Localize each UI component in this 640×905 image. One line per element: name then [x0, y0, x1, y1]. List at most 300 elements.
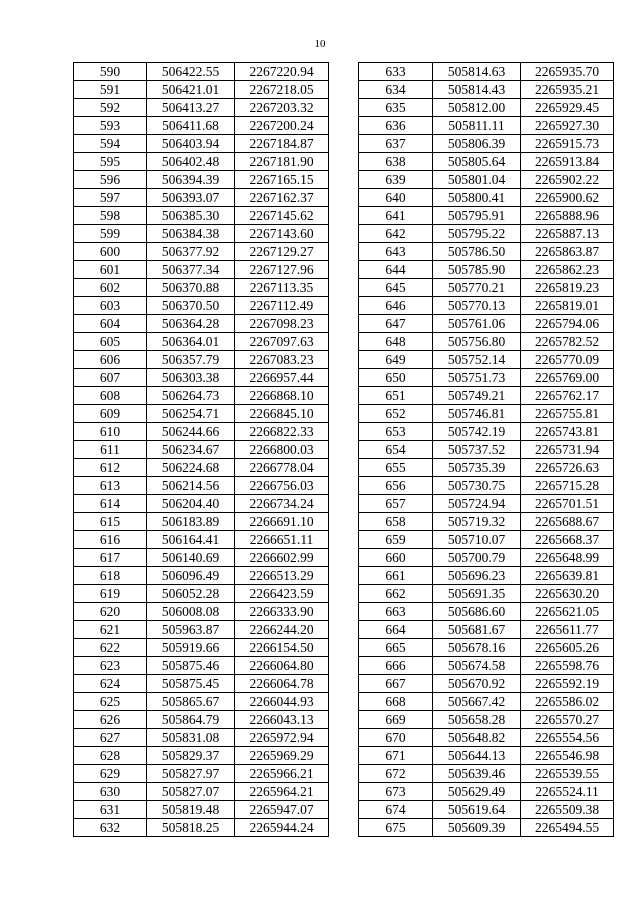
table-row — [359, 801, 614, 819]
x-coordinate-cell: 505829.37 — [147, 747, 235, 765]
table-row — [74, 279, 329, 297]
y-coordinate-cell: 2267113.35 — [235, 279, 329, 297]
x-coordinate-cell: 505639.46 — [433, 765, 521, 783]
y-coordinate-cell: 2265524.11 — [521, 783, 614, 801]
y-coordinate-cell: 2265586.02 — [521, 693, 614, 711]
x-coordinate-cell: 506411.68 — [147, 117, 235, 135]
table-row — [359, 405, 614, 423]
point-number-cell: 604 — [74, 315, 147, 333]
table-row — [359, 369, 614, 387]
point-number-cell: 593 — [74, 117, 147, 135]
x-coordinate-cell: 505875.45 — [147, 675, 235, 693]
point-number-cell: 635 — [359, 99, 433, 117]
table-row — [74, 657, 329, 675]
point-number-cell: 651 — [359, 387, 433, 405]
x-coordinate-cell: 506377.92 — [147, 243, 235, 261]
table-row — [359, 621, 614, 639]
x-coordinate-cell: 505670.92 — [433, 675, 521, 693]
table-row — [74, 405, 329, 423]
x-coordinate-cell: 505761.06 — [433, 315, 521, 333]
point-number-cell: 616 — [74, 531, 147, 549]
y-coordinate-cell: 2267098.23 — [235, 315, 329, 333]
y-coordinate-cell: 2265592.19 — [521, 675, 614, 693]
x-coordinate-cell: 505800.41 — [433, 189, 521, 207]
table-row — [359, 99, 614, 117]
point-number-cell: 649 — [359, 351, 433, 369]
point-number-cell: 638 — [359, 153, 433, 171]
y-coordinate-cell: 2265726.63 — [521, 459, 614, 477]
table-row — [359, 297, 614, 315]
y-coordinate-cell: 2266778.04 — [235, 459, 329, 477]
point-number-cell: 610 — [74, 423, 147, 441]
x-coordinate-cell: 505737.52 — [433, 441, 521, 459]
y-coordinate-cell: 2266513.29 — [235, 567, 329, 585]
table-body — [74, 63, 329, 837]
y-coordinate-cell: 2265862.23 — [521, 261, 614, 279]
x-coordinate-cell: 505719.32 — [433, 513, 521, 531]
y-coordinate-cell: 2266868.10 — [235, 387, 329, 405]
table-row — [74, 351, 329, 369]
table-row — [74, 513, 329, 531]
y-coordinate-cell: 2266822.33 — [235, 423, 329, 441]
y-coordinate-cell: 2266333.90 — [235, 603, 329, 621]
table-row — [359, 747, 614, 765]
table-row — [74, 261, 329, 279]
table-row — [74, 333, 329, 351]
table-row — [359, 135, 614, 153]
table-row — [359, 423, 614, 441]
table-row — [74, 747, 329, 765]
point-number-cell: 646 — [359, 297, 433, 315]
table-row — [74, 207, 329, 225]
point-number-cell: 607 — [74, 369, 147, 387]
point-number-cell: 640 — [359, 189, 433, 207]
table-row — [74, 693, 329, 711]
coordinates-table-left — [73, 62, 329, 837]
point-number-cell: 609 — [74, 405, 147, 423]
table-row — [74, 819, 329, 837]
y-coordinate-cell: 2265935.21 — [521, 81, 614, 99]
y-coordinate-cell: 2265605.26 — [521, 639, 614, 657]
table-row — [359, 279, 614, 297]
point-number-cell: 668 — [359, 693, 433, 711]
point-number-cell: 673 — [359, 783, 433, 801]
point-number-cell: 600 — [74, 243, 147, 261]
x-coordinate-cell: 506140.69 — [147, 549, 235, 567]
table-row — [74, 387, 329, 405]
point-number-cell: 614 — [74, 495, 147, 513]
point-number-cell: 653 — [359, 423, 433, 441]
x-coordinate-cell: 506224.68 — [147, 459, 235, 477]
x-coordinate-cell: 505742.19 — [433, 423, 521, 441]
point-number-cell: 608 — [74, 387, 147, 405]
table-row — [359, 549, 614, 567]
point-number-cell: 605 — [74, 333, 147, 351]
y-coordinate-cell: 2267145.62 — [235, 207, 329, 225]
y-coordinate-cell: 2267097.63 — [235, 333, 329, 351]
point-number-cell: 626 — [74, 711, 147, 729]
x-coordinate-cell: 506052.28 — [147, 585, 235, 603]
point-number-cell: 627 — [74, 729, 147, 747]
x-coordinate-cell: 506370.88 — [147, 279, 235, 297]
x-coordinate-cell: 506183.89 — [147, 513, 235, 531]
table-row — [74, 801, 329, 819]
x-coordinate-cell: 505864.79 — [147, 711, 235, 729]
table-row — [359, 711, 614, 729]
x-coordinate-cell: 505801.04 — [433, 171, 521, 189]
point-number-cell: 618 — [74, 567, 147, 585]
point-number-cell: 657 — [359, 495, 433, 513]
x-coordinate-cell: 505795.22 — [433, 225, 521, 243]
point-number-cell: 641 — [359, 207, 433, 225]
point-number-cell: 636 — [359, 117, 433, 135]
point-number-cell: 655 — [359, 459, 433, 477]
point-number-cell: 658 — [359, 513, 433, 531]
table-row — [74, 315, 329, 333]
table-row — [359, 333, 614, 351]
table-row — [74, 297, 329, 315]
y-coordinate-cell: 2267083.23 — [235, 351, 329, 369]
y-coordinate-cell: 2267203.32 — [235, 99, 329, 117]
table-row — [359, 117, 614, 135]
x-coordinate-cell: 506214.56 — [147, 477, 235, 495]
y-coordinate-cell: 2265743.81 — [521, 423, 614, 441]
x-coordinate-cell: 505752.14 — [433, 351, 521, 369]
y-coordinate-cell: 2265688.67 — [521, 513, 614, 531]
table-row — [74, 135, 329, 153]
y-coordinate-cell: 2266244.20 — [235, 621, 329, 639]
x-coordinate-cell: 505827.97 — [147, 765, 235, 783]
y-coordinate-cell: 2265915.73 — [521, 135, 614, 153]
x-coordinate-cell: 505619.64 — [433, 801, 521, 819]
x-coordinate-cell: 506008.08 — [147, 603, 235, 621]
y-coordinate-cell: 2265935.70 — [521, 63, 614, 81]
y-coordinate-cell: 2265944.24 — [235, 819, 329, 837]
table-row — [74, 459, 329, 477]
table-row — [359, 351, 614, 369]
y-coordinate-cell: 2267129.27 — [235, 243, 329, 261]
x-coordinate-cell: 505648.82 — [433, 729, 521, 747]
x-coordinate-cell: 505730.75 — [433, 477, 521, 495]
x-coordinate-cell: 506234.67 — [147, 441, 235, 459]
point-number-cell: 662 — [359, 585, 433, 603]
x-coordinate-cell: 505700.79 — [433, 549, 521, 567]
x-coordinate-cell: 505806.39 — [433, 135, 521, 153]
x-coordinate-cell: 505831.08 — [147, 729, 235, 747]
table-row — [74, 531, 329, 549]
y-coordinate-cell: 2265570.27 — [521, 711, 614, 729]
table-row — [359, 657, 614, 675]
table-row — [359, 63, 614, 81]
point-number-cell: 659 — [359, 531, 433, 549]
point-number-cell: 597 — [74, 189, 147, 207]
y-coordinate-cell: 2265621.05 — [521, 603, 614, 621]
table-row — [359, 81, 614, 99]
y-coordinate-cell: 2266602.99 — [235, 549, 329, 567]
y-coordinate-cell: 2267200.24 — [235, 117, 329, 135]
point-number-cell: 660 — [359, 549, 433, 567]
y-coordinate-cell: 2265648.99 — [521, 549, 614, 567]
point-number-cell: 596 — [74, 171, 147, 189]
y-coordinate-cell: 2265509.38 — [521, 801, 614, 819]
x-coordinate-cell: 506422.55 — [147, 63, 235, 81]
point-number-cell: 606 — [74, 351, 147, 369]
point-number-cell: 620 — [74, 603, 147, 621]
y-coordinate-cell: 2265639.81 — [521, 567, 614, 585]
table-row — [359, 441, 614, 459]
point-number-cell: 671 — [359, 747, 433, 765]
y-coordinate-cell: 2265755.81 — [521, 405, 614, 423]
y-coordinate-cell: 2265731.94 — [521, 441, 614, 459]
y-coordinate-cell: 2265929.45 — [521, 99, 614, 117]
table-row — [359, 207, 614, 225]
y-coordinate-cell: 2265770.09 — [521, 351, 614, 369]
y-coordinate-cell: 2265969.29 — [235, 747, 329, 765]
table-row — [74, 675, 329, 693]
table-row — [359, 477, 614, 495]
table-row — [74, 225, 329, 243]
table-row — [359, 819, 614, 837]
x-coordinate-cell: 505686.60 — [433, 603, 521, 621]
y-coordinate-cell: 2266064.80 — [235, 657, 329, 675]
table-row — [74, 621, 329, 639]
y-coordinate-cell: 2265546.98 — [521, 747, 614, 765]
x-coordinate-cell: 506402.48 — [147, 153, 235, 171]
x-coordinate-cell: 505795.91 — [433, 207, 521, 225]
point-number-cell: 594 — [74, 135, 147, 153]
table-row — [74, 189, 329, 207]
y-coordinate-cell: 2266423.59 — [235, 585, 329, 603]
table-row — [74, 171, 329, 189]
table-row — [74, 567, 329, 585]
x-coordinate-cell: 505875.46 — [147, 657, 235, 675]
x-coordinate-cell: 505710.07 — [433, 531, 521, 549]
point-number-cell: 639 — [359, 171, 433, 189]
table-row — [359, 189, 614, 207]
table-row — [359, 585, 614, 603]
x-coordinate-cell: 506264.73 — [147, 387, 235, 405]
point-number-cell: 632 — [74, 819, 147, 837]
point-number-cell: 611 — [74, 441, 147, 459]
point-number-cell: 625 — [74, 693, 147, 711]
point-number-cell: 674 — [359, 801, 433, 819]
table-row — [359, 783, 614, 801]
point-number-cell: 601 — [74, 261, 147, 279]
point-number-cell: 648 — [359, 333, 433, 351]
table-row — [74, 585, 329, 603]
x-coordinate-cell: 505609.39 — [433, 819, 521, 837]
table-row — [74, 549, 329, 567]
table-row — [74, 711, 329, 729]
point-number-cell: 628 — [74, 747, 147, 765]
x-coordinate-cell: 506164.41 — [147, 531, 235, 549]
point-number-cell: 599 — [74, 225, 147, 243]
x-coordinate-cell: 505814.63 — [433, 63, 521, 81]
table-row — [359, 315, 614, 333]
x-coordinate-cell: 506244.66 — [147, 423, 235, 441]
point-number-cell: 664 — [359, 621, 433, 639]
y-coordinate-cell: 2267112.49 — [235, 297, 329, 315]
y-coordinate-cell: 2265819.01 — [521, 297, 614, 315]
x-coordinate-cell: 506254.71 — [147, 405, 235, 423]
coordinates-table-right — [358, 62, 614, 837]
x-coordinate-cell: 505681.67 — [433, 621, 521, 639]
y-coordinate-cell: 2265947.07 — [235, 801, 329, 819]
point-number-cell: 666 — [359, 657, 433, 675]
x-coordinate-cell: 505818.25 — [147, 819, 235, 837]
point-number-cell: 631 — [74, 801, 147, 819]
point-number-cell: 621 — [74, 621, 147, 639]
point-number-cell: 603 — [74, 297, 147, 315]
y-coordinate-cell: 2265964.21 — [235, 783, 329, 801]
point-number-cell: 613 — [74, 477, 147, 495]
y-coordinate-cell: 2267184.87 — [235, 135, 329, 153]
point-number-cell: 654 — [359, 441, 433, 459]
y-coordinate-cell: 2265927.30 — [521, 117, 614, 135]
x-coordinate-cell: 505667.42 — [433, 693, 521, 711]
y-coordinate-cell: 2265888.96 — [521, 207, 614, 225]
x-coordinate-cell: 506403.94 — [147, 135, 235, 153]
y-coordinate-cell: 2266651.11 — [235, 531, 329, 549]
y-coordinate-cell: 2265819.23 — [521, 279, 614, 297]
point-number-cell: 612 — [74, 459, 147, 477]
table-row — [74, 117, 329, 135]
table-row — [359, 261, 614, 279]
y-coordinate-cell: 2266043.13 — [235, 711, 329, 729]
y-coordinate-cell: 2266957.44 — [235, 369, 329, 387]
y-coordinate-cell: 2265769.00 — [521, 369, 614, 387]
table-row — [74, 99, 329, 117]
point-number-cell: 667 — [359, 675, 433, 693]
y-coordinate-cell: 2265887.13 — [521, 225, 614, 243]
x-coordinate-cell: 505865.67 — [147, 693, 235, 711]
x-coordinate-cell: 506385.30 — [147, 207, 235, 225]
table-row — [74, 765, 329, 783]
table-row — [74, 243, 329, 261]
y-coordinate-cell: 2267127.96 — [235, 261, 329, 279]
point-number-cell: 598 — [74, 207, 147, 225]
table-row — [74, 783, 329, 801]
point-number-cell: 630 — [74, 783, 147, 801]
x-coordinate-cell: 505963.87 — [147, 621, 235, 639]
point-number-cell: 602 — [74, 279, 147, 297]
y-coordinate-cell: 2265554.56 — [521, 729, 614, 747]
point-number-cell: 623 — [74, 657, 147, 675]
y-coordinate-cell: 2265494.55 — [521, 819, 614, 837]
table-row — [74, 81, 329, 99]
x-coordinate-cell: 505658.28 — [433, 711, 521, 729]
point-number-cell: 661 — [359, 567, 433, 585]
x-coordinate-cell: 505644.13 — [433, 747, 521, 765]
page-number: 10 — [314, 38, 326, 50]
x-coordinate-cell: 505678.16 — [433, 639, 521, 657]
y-coordinate-cell: 2265715.28 — [521, 477, 614, 495]
y-coordinate-cell: 2265630.20 — [521, 585, 614, 603]
x-coordinate-cell: 506384.38 — [147, 225, 235, 243]
y-coordinate-cell: 2265902.22 — [521, 171, 614, 189]
table-row — [359, 729, 614, 747]
x-coordinate-cell: 505746.81 — [433, 405, 521, 423]
x-coordinate-cell: 505724.94 — [433, 495, 521, 513]
x-coordinate-cell: 505819.48 — [147, 801, 235, 819]
x-coordinate-cell: 506370.50 — [147, 297, 235, 315]
y-coordinate-cell: 2266064.78 — [235, 675, 329, 693]
y-coordinate-cell: 2267218.05 — [235, 81, 329, 99]
table-row — [74, 369, 329, 387]
x-coordinate-cell: 505827.07 — [147, 783, 235, 801]
point-number-cell: 590 — [74, 63, 147, 81]
table-row — [359, 603, 614, 621]
table-row — [359, 171, 614, 189]
y-coordinate-cell: 2265598.76 — [521, 657, 614, 675]
point-number-cell: 617 — [74, 549, 147, 567]
point-number-cell: 622 — [74, 639, 147, 657]
y-coordinate-cell: 2266734.24 — [235, 495, 329, 513]
x-coordinate-cell: 505696.23 — [433, 567, 521, 585]
x-coordinate-cell: 506204.40 — [147, 495, 235, 513]
point-number-cell: 619 — [74, 585, 147, 603]
table-row — [74, 423, 329, 441]
table-row — [359, 693, 614, 711]
y-coordinate-cell: 2265762.17 — [521, 387, 614, 405]
point-number-cell: 670 — [359, 729, 433, 747]
x-coordinate-cell: 505691.35 — [433, 585, 521, 603]
table-body — [359, 63, 614, 837]
y-coordinate-cell: 2267165.15 — [235, 171, 329, 189]
y-coordinate-cell: 2266154.50 — [235, 639, 329, 657]
point-number-cell: 629 — [74, 765, 147, 783]
point-number-cell: 643 — [359, 243, 433, 261]
x-coordinate-cell: 506303.38 — [147, 369, 235, 387]
table-row — [74, 63, 329, 81]
x-coordinate-cell: 505756.80 — [433, 333, 521, 351]
point-number-cell: 652 — [359, 405, 433, 423]
point-number-cell: 633 — [359, 63, 433, 81]
table-row — [359, 153, 614, 171]
y-coordinate-cell: 2265900.62 — [521, 189, 614, 207]
x-coordinate-cell: 505751.73 — [433, 369, 521, 387]
table-row — [74, 729, 329, 747]
table-row — [359, 531, 614, 549]
table-row — [359, 513, 614, 531]
x-coordinate-cell: 505770.13 — [433, 297, 521, 315]
y-coordinate-cell: 2265668.37 — [521, 531, 614, 549]
table-row — [74, 477, 329, 495]
point-number-cell: 592 — [74, 99, 147, 117]
point-number-cell: 656 — [359, 477, 433, 495]
y-coordinate-cell: 2265972.94 — [235, 729, 329, 747]
x-coordinate-cell: 505770.21 — [433, 279, 521, 297]
x-coordinate-cell: 505814.43 — [433, 81, 521, 99]
y-coordinate-cell: 2266845.10 — [235, 405, 329, 423]
table-row — [359, 765, 614, 783]
table-row — [359, 243, 614, 261]
point-number-cell: 624 — [74, 675, 147, 693]
point-number-cell: 672 — [359, 765, 433, 783]
x-coordinate-cell: 506394.39 — [147, 171, 235, 189]
x-coordinate-cell: 505812.00 — [433, 99, 521, 117]
y-coordinate-cell: 2265782.52 — [521, 333, 614, 351]
table-row — [74, 495, 329, 513]
point-number-cell: 675 — [359, 819, 433, 837]
x-coordinate-cell: 505919.66 — [147, 639, 235, 657]
table-row — [359, 387, 614, 405]
x-coordinate-cell: 505785.90 — [433, 261, 521, 279]
x-coordinate-cell: 505674.58 — [433, 657, 521, 675]
x-coordinate-cell: 506377.34 — [147, 261, 235, 279]
point-number-cell: 663 — [359, 603, 433, 621]
x-coordinate-cell: 506364.01 — [147, 333, 235, 351]
